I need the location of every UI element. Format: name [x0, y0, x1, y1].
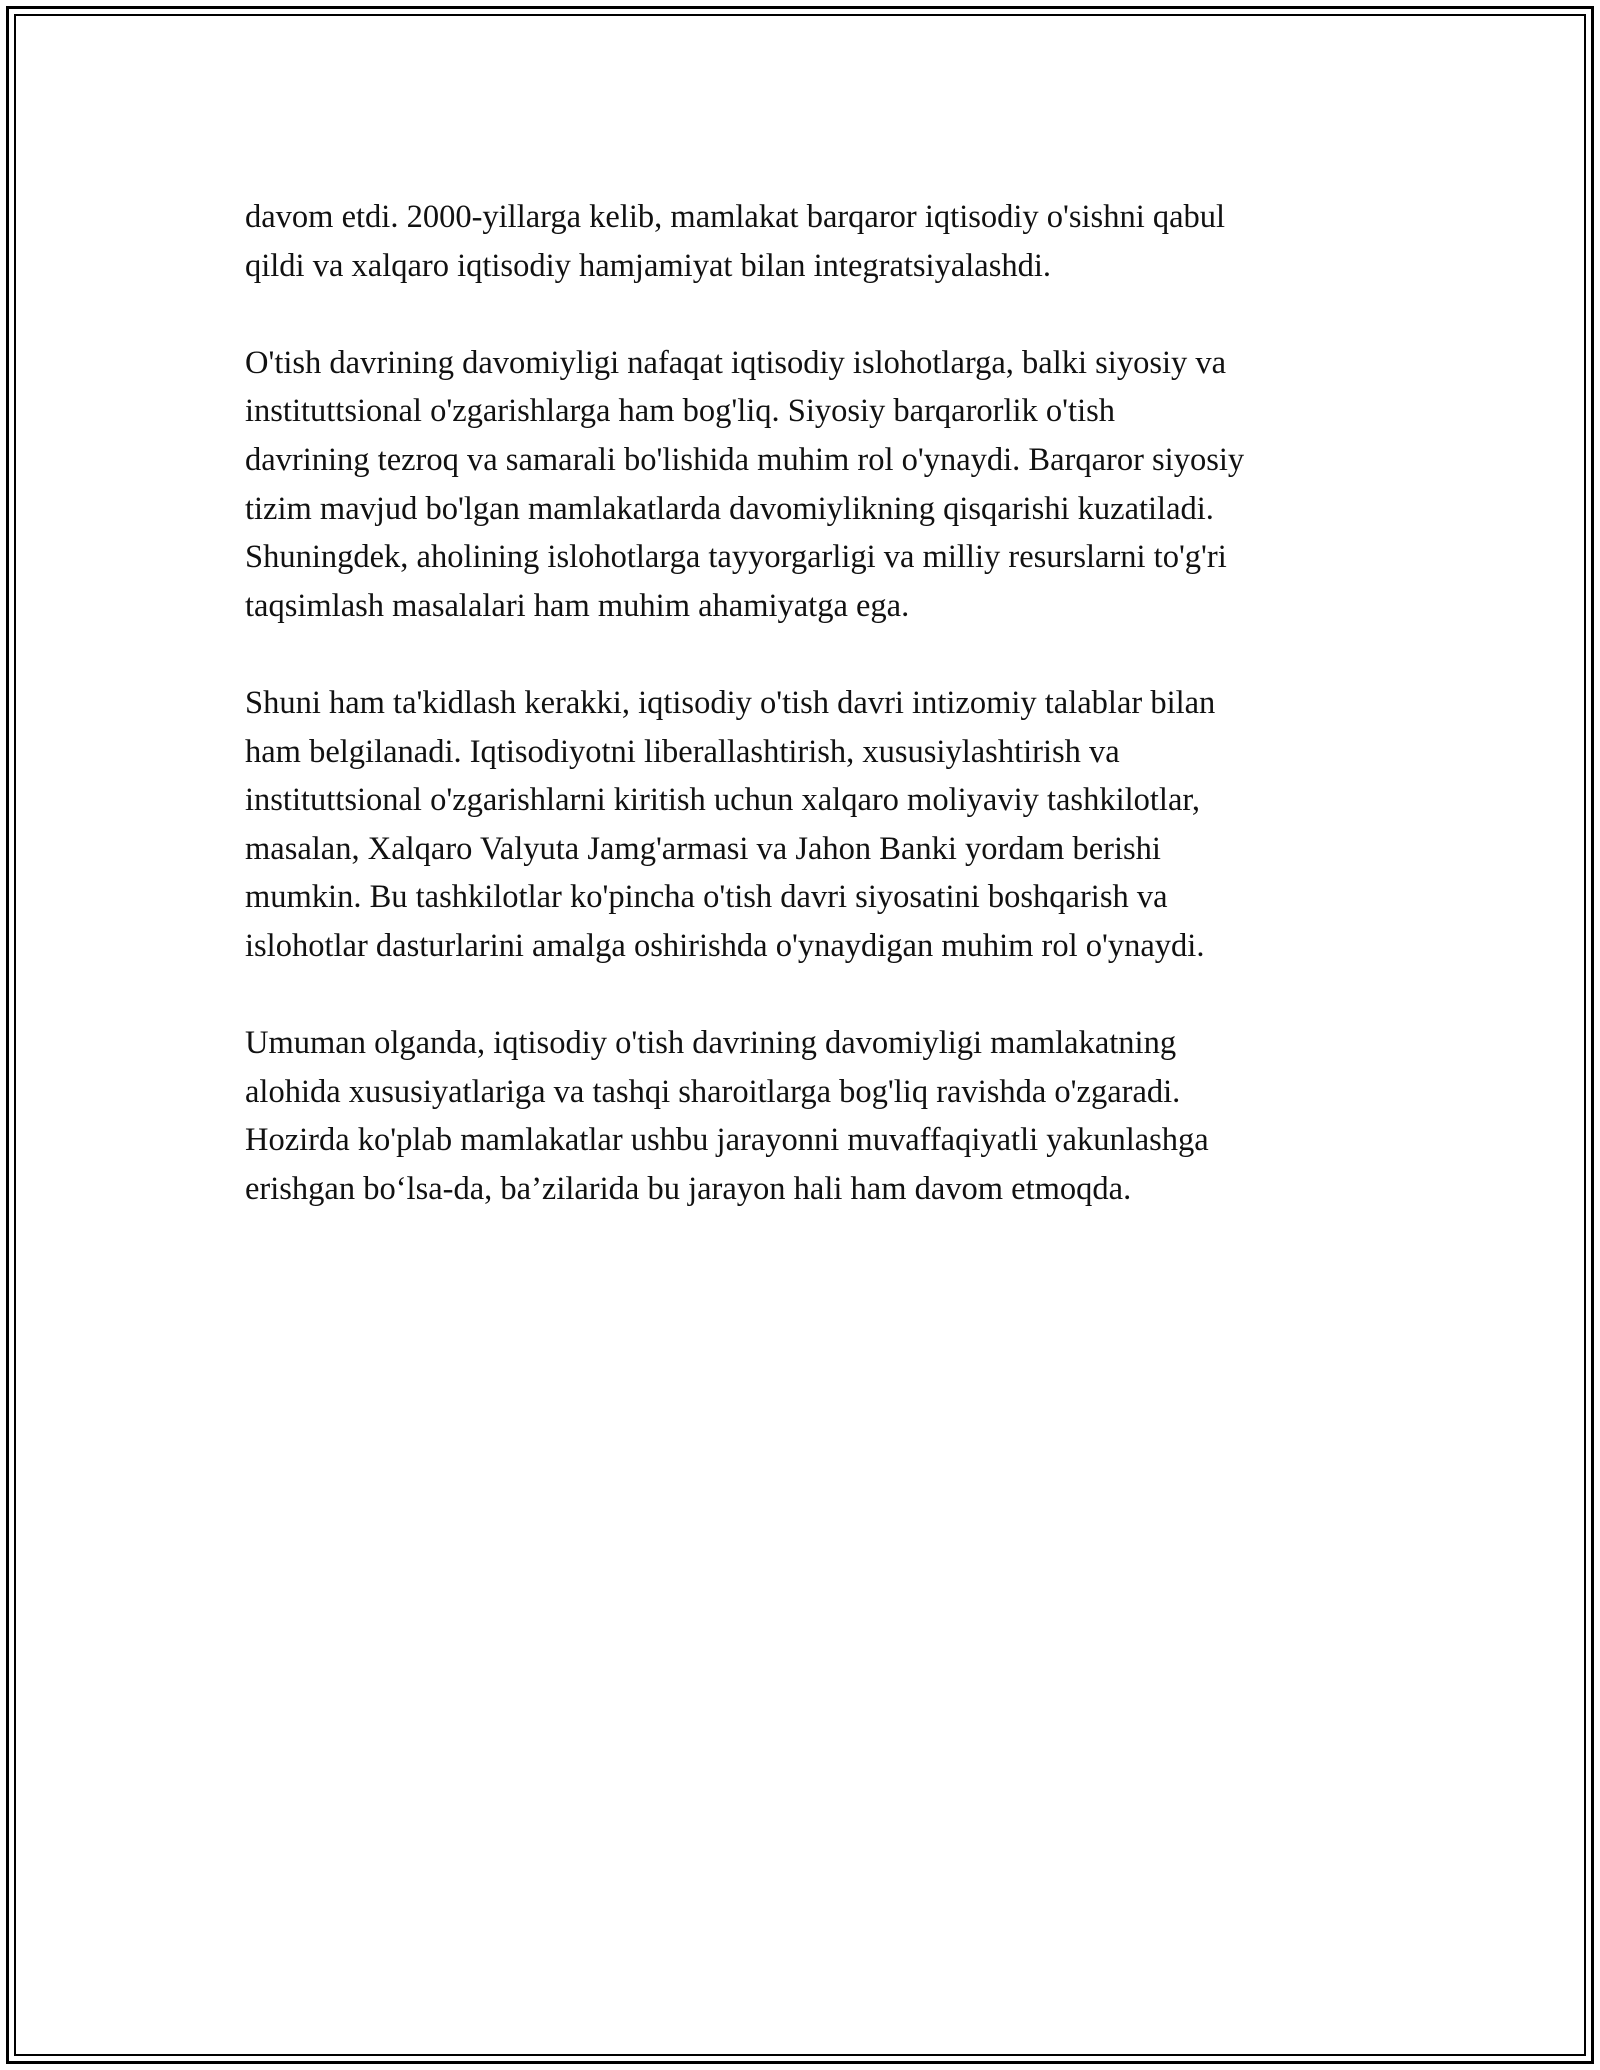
paragraph-1 — [245, 193, 1385, 290]
text-line: instituttsional o'zgarishlarga ham bog'liq. Siyosiy barqarorlik o'tish — [245, 393, 1115, 430]
text-line: Umuman olganda, iqtisodiy o'tish davrining davomiyligi mamlakatning — [245, 1025, 1177, 1062]
text-line: davom etdi. 2000-yillarga kelib, mamlakat barqaror iqtisodiy o'sishni qabul — [245, 199, 1226, 235]
text-line: Shuni ham ta'kidlash kerakki, iqtisodiy o'tish davri intizomiy talablar bilan — [245, 684, 1216, 721]
text-line: islohotlar dasturlarini amalga oshirishda o'ynaydigan muhim rol o'ynaydi. — [245, 927, 1205, 964]
text-line: instituttsional o'zgarishlarni kiritish uchun xalqaro moliyaviy tashkilotlar, — [245, 782, 1201, 819]
text-line: Hozirda ko'plab mamlakatlar ushbu jarayonni muvaffaqiyatli yakunlashga — [245, 1122, 1209, 1159]
text-line: masalan, Xalqaro Valyuta Jamg'armasi va Jahon Banki yordam berishi — [245, 830, 1161, 867]
text-line: mumkin. Bu tashkilotlar ko'pincha o'tish davri siyosatini boshqarish va — [245, 879, 1168, 916]
paragraph-2 — [245, 339, 1385, 631]
text-line: taqsimlash masalalari ham muhim ahamiyatga ega. — [245, 587, 910, 624]
page-frame — [6, 6, 1594, 2064]
text-line: qildi va xalqaro iqtisodiy hamjamiyat bilan integratsiyalashdi. — [245, 247, 1052, 284]
text-line: O'tish davrining davomiyligi nafaqat iqtisodiy islohotlarga, balki siyosiy va — [245, 344, 1227, 381]
text-line: tizim mavjud bo'lgan mamlakatlarda davomiylikning qisqarishi kuzatiladi. — [245, 490, 1214, 527]
text-line: erishgan bo‘lsa-da, ba’zilarida bu jarayon hali ham davom etmoqda. — [245, 1170, 1132, 1207]
text-line: alohida xususiyatlariga va tashqi sharoitlarga bog'liq ravishda o'zgaradi. — [245, 1073, 1181, 1110]
document-body — [245, 193, 1385, 1262]
text-line: Shuningdek, aholining islohotlarga tayyorgarligi va milliy resurslarni to'g'ri — [245, 539, 1227, 576]
paragraph-4 — [245, 1019, 1385, 1213]
text-line: ham belgilanadi. Iqtisodiyotni liberallashtirish, xususiylashtirish va — [245, 733, 1120, 770]
paragraph-3 — [245, 679, 1385, 971]
text-line: davrining tezroq va samarali bo'lishida muhim rol o'ynaydi. Barqaror siyosiy — [245, 441, 1245, 478]
